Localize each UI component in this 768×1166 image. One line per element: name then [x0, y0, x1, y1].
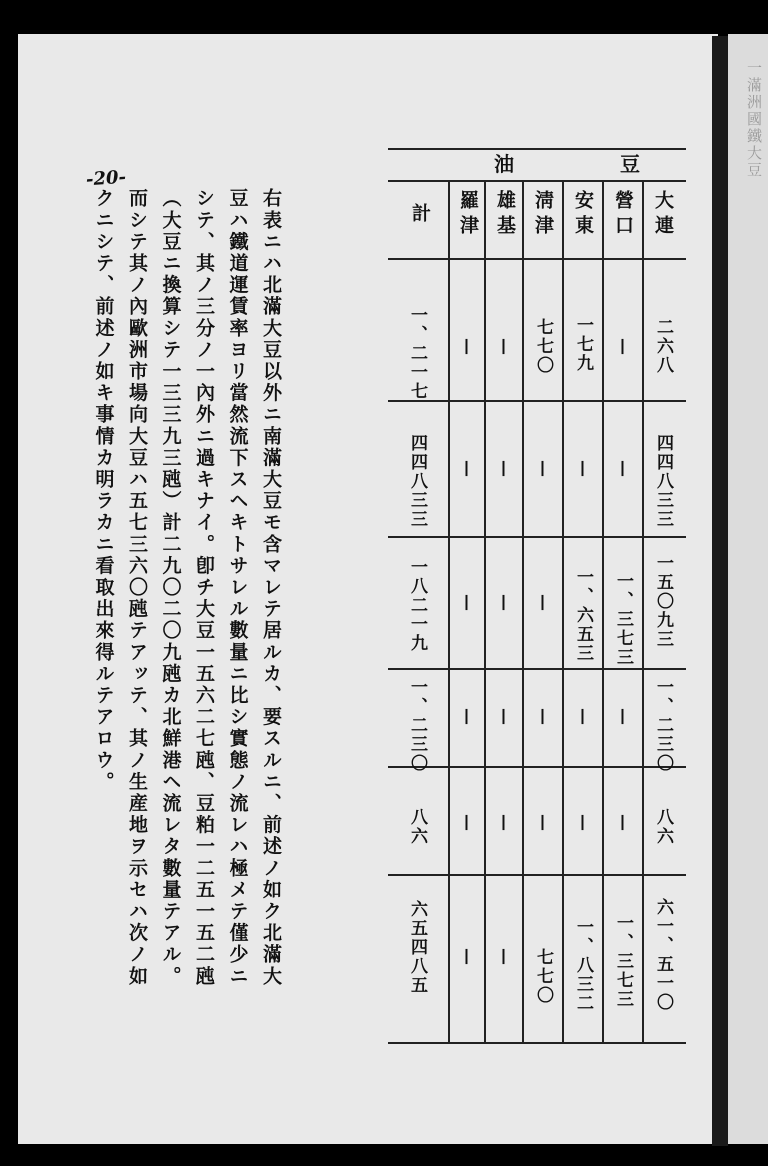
table-cell: — — [494, 338, 514, 357]
table-bottom-border — [388, 1042, 686, 1044]
table-cell: 一八二一九 — [407, 558, 427, 653]
adjacent-page-bleed-text: 一滿洲國鐵大豆 — [745, 60, 763, 179]
table-cell: — — [533, 708, 553, 727]
table-cell: — — [494, 708, 514, 727]
table-cell: — — [457, 594, 477, 613]
table-cell: 六一、五一〇 — [653, 898, 673, 1012]
table-cell: — — [573, 460, 593, 479]
adjacent-page — [728, 34, 768, 1144]
table-top-border — [388, 148, 686, 150]
table-cell: — — [573, 814, 593, 833]
table-cell: 一、三七三 — [613, 914, 633, 1009]
table-cell: — — [613, 708, 633, 727]
table-cell: 四四八三三 — [407, 434, 427, 529]
table-cell: — — [613, 338, 633, 357]
table-cell: — — [457, 460, 477, 479]
header-qingjin: 淸津 — [532, 190, 554, 240]
table-cell: 二六八 — [653, 318, 673, 375]
table-cell: 一五〇九三 — [653, 554, 673, 649]
table-cell: — — [494, 814, 514, 833]
table-cell: — — [613, 460, 633, 479]
column-rule — [484, 180, 486, 1042]
table-cell: — — [533, 814, 553, 833]
table-cell: — — [457, 708, 477, 727]
table-cell: — — [573, 708, 593, 727]
table-cell: 一七九 — [573, 316, 593, 373]
table-cell: — — [457, 948, 477, 967]
category-oil-label: 油 — [494, 152, 520, 176]
header-yuki: 雄基 — [494, 190, 516, 240]
table-cell: 八六 — [407, 808, 427, 846]
table-cell: 六五四八五 — [407, 900, 427, 995]
column-rule — [522, 180, 524, 1042]
table-cell: 八六 — [653, 808, 673, 846]
column-rule — [642, 180, 644, 1042]
table-cell: — — [457, 338, 477, 357]
header-andong: 安東 — [572, 190, 594, 240]
table-cell: — — [533, 594, 553, 613]
header-dalian: 大連 — [652, 190, 674, 240]
table-cell: 七七〇 — [533, 318, 553, 375]
table-cell: — — [457, 814, 477, 833]
table-cell: — — [494, 948, 514, 967]
column-rule — [448, 180, 450, 1042]
category-bean-label: 豆 — [620, 152, 646, 176]
page-number: -20- — [85, 166, 127, 191]
table-cell: 一、三七三 — [613, 572, 633, 667]
body-text — [86, 188, 287, 988]
book-spine — [712, 36, 728, 1146]
table-cell: — — [494, 594, 514, 613]
column-rule — [602, 180, 604, 1042]
header-total: 計 — [409, 203, 431, 228]
column-rule — [562, 180, 564, 1042]
table-cell: 一、二三〇 — [653, 678, 673, 773]
paragraph: 右表ニハ北滿大豆以外ニ南滿大豆モ含マレテ居ルカ、要スルニ、前述ノ如ク北滿大豆ハ鐵道運賃率ヨリ當然流下スヘキトサレル數量ニ比シ實態ノ流レハ極メテ僅少ニシテ、其ノ三分ノ一內外ニ過キナイ。卽チ大豆一五六二七瓲、豆粕一二五一五二瓲（大豆ニ換算シテ一三三九三瓲）計二九〇二〇九瓲カ北鮮港ヘ流レタ數量テアル。而シテ其ノ內歐洲市場向大豆ハ五七三六〇瓲テアッテ、其ノ生産地ヲ示セハ次ノ如クニシテ、前述ノ如キ事情カ明ラカニ看取出來得ルテアロウ。 — [92, 188, 282, 988]
table-cell: 一、二三〇 — [407, 678, 427, 773]
table-cell: — — [533, 460, 553, 479]
table-cell: — — [613, 814, 633, 833]
table-cell: 一、六五三 — [573, 568, 593, 663]
table-cell: 四四八三三 — [653, 434, 673, 529]
soybean-shipment-table — [388, 148, 686, 1044]
table-cell: 七七〇 — [533, 948, 553, 1005]
table-cell: 一、二一七 — [407, 306, 427, 401]
header-rajin: 羅津 — [457, 190, 479, 240]
table-cell: — — [494, 460, 514, 479]
header-yingkou: 營口 — [612, 190, 634, 240]
table-cell: 一、八三二 — [573, 918, 593, 1013]
